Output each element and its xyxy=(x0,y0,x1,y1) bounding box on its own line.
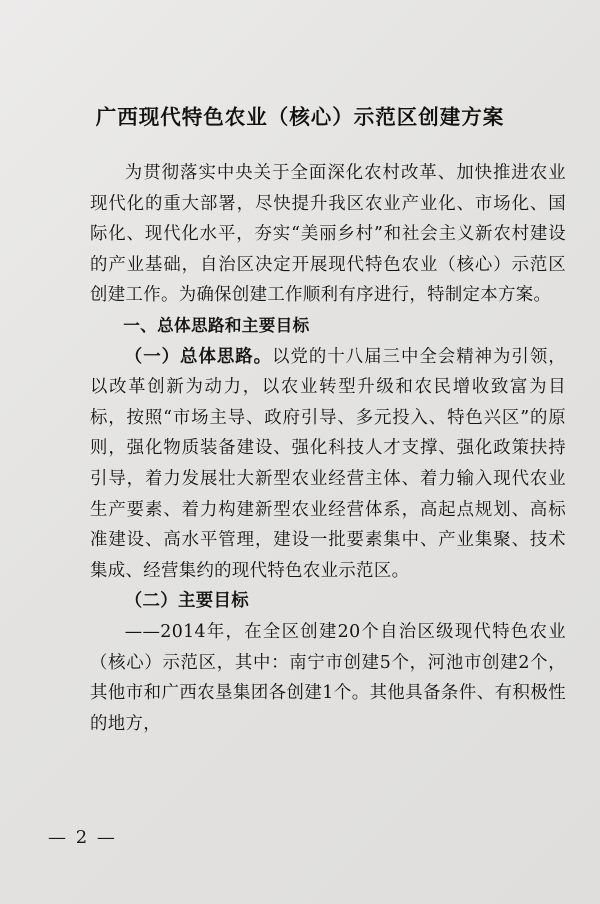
overall-approach-paragraph xyxy=(90,342,566,587)
subsection-heading: （二）主要目标 xyxy=(124,591,249,612)
document-body xyxy=(90,158,566,739)
document-title: 广西现代特色农业（核心）示范区创建方案 xyxy=(95,105,505,129)
subsection-text: 以党的十八届三中全会精神为引领，以改革创新为动力，以农业转型升级和农民增收致富为目标，按照“市场主导、政府引导、多元投入、特色兴区”的原则，强化物质装备建设、强化科技人才支撑、强化政策扶持引导，着力发展壮大新型农业经营主体、着力输入现代农业生产要素、着力构建新型农业经营体系，高起点规划、高标准建设、高水平管理，建设一批要素集中、产业集聚、技术集成、经营集约的现代特色农业示范区。 xyxy=(90,346,566,581)
section-heading: 一、总体思路和主要目标 xyxy=(123,315,310,335)
intro-paragraph: 为贯彻落实中央关于全面深化农村改革、加快推进农业现代化的重大部署，尽快提升我区农业产业化、市场化、国际化、现代化水平，夯实“美丽乡村”和社会主义新农村建设的产业基础，自治区决定开展现代特色农业（核心）示范区创建工作。为确保创建工作顺利有序进行，特制定本方案。 xyxy=(90,163,566,306)
goal-paragraph: ——2014年，在全区创建20个自治区级现代特色农业（核心）示范区，其中：南宁市创建5个，河池市创建2个，其他市和广西农垦集团各创建1个。其他具备条件、有积极性的地方， xyxy=(90,621,566,734)
page-number: — 2 — xyxy=(48,827,117,848)
subsection-label: （一）总体思路。 xyxy=(124,346,273,367)
